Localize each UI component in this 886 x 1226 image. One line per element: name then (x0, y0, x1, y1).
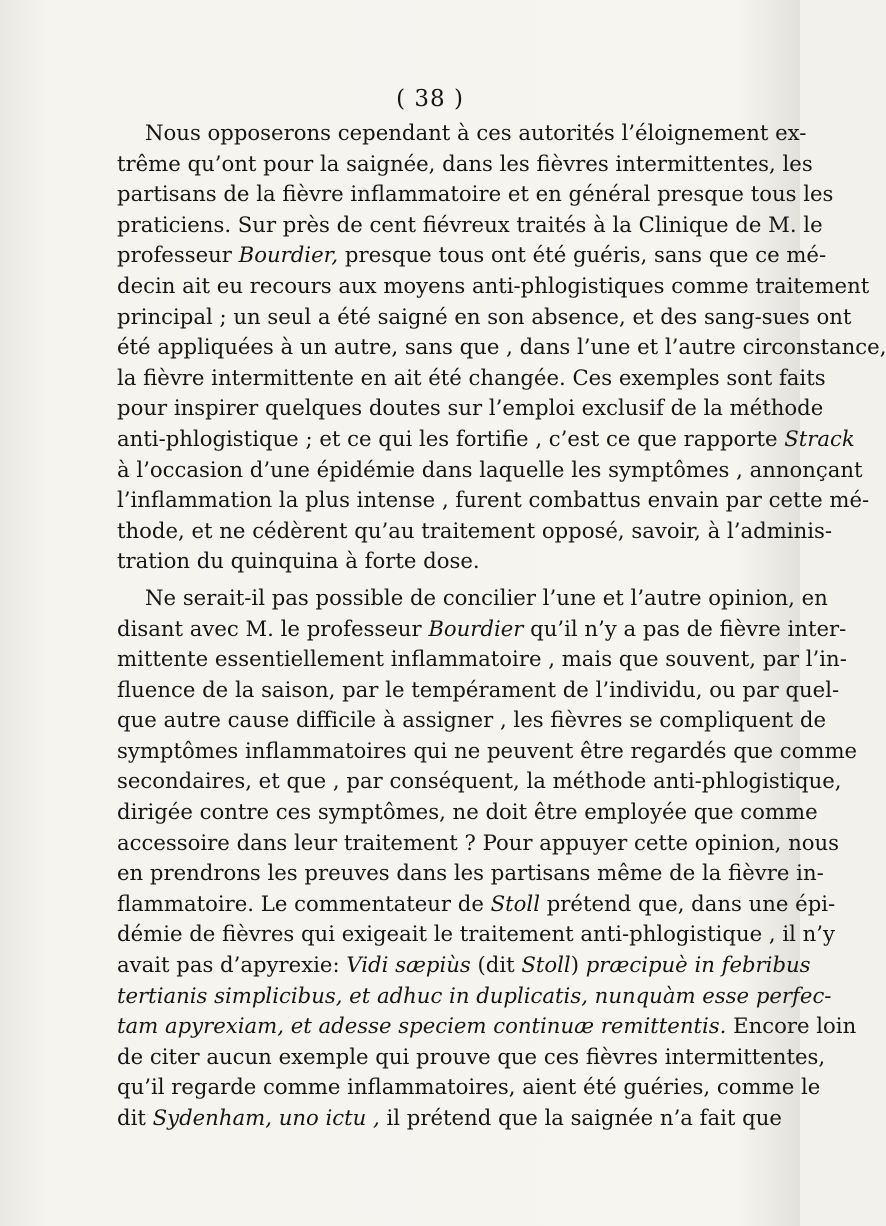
text-segment: démie de fièvres qui exigeait le traitement anti-phlogistique , il n’y (117, 921, 835, 947)
text-line (117, 705, 826, 736)
text-segment: accessoire dans leur traitement ? Pour appuyer cette opinion, nous (117, 829, 840, 855)
text-segment: il prétend que la saignée n’a fait que (379, 1105, 782, 1130)
italic-text: Bourdier (428, 615, 524, 641)
page-number: ( 38 ) (396, 86, 464, 112)
italic-text: Stoll (490, 890, 540, 916)
italic-text: Bourdier, (238, 242, 339, 268)
text-segment: principal ; un seul a été saigné en son absence, et des sang-sues ont (117, 303, 852, 329)
text-line (117, 1042, 826, 1073)
text-line (117, 736, 858, 767)
text-line (117, 950, 811, 981)
text-segment: qu’il n’y a pas de fièvre inter- (523, 615, 847, 641)
text-segment: secondaires, et que , par conséquent, la méthode anti-phlogistique, (117, 768, 842, 794)
text-segment: trême qu’ont pour la saignée, dans les fièvres intermittentes, les (117, 150, 813, 176)
text-line (117, 210, 823, 241)
text-segment: mittente essentiellement inflammatoire , mais que souvent, par l’in- (117, 646, 847, 672)
text-line (117, 675, 840, 706)
italic-text: Strack (784, 425, 855, 451)
text-line (117, 1072, 821, 1103)
text-segment (272, 1105, 279, 1130)
text-segment: thode, et ne cédèrent qu’au traitement opposé, savoir, à l’adminis- (117, 517, 833, 543)
text-line (117, 424, 855, 455)
text-line (117, 271, 870, 302)
italic-text: præcipuè in febribus (585, 952, 811, 978)
text-segment: disant avec M. le professeur (117, 615, 429, 641)
text-line (117, 546, 777, 577)
text-segment: dit (117, 1105, 153, 1130)
text-line (117, 766, 842, 797)
text-segment: Nous opposerons cependant à ces autorités l’éloignement ex- (145, 120, 807, 145)
text-segment: que autre cause difficile à assigner , les fièvres se compliquent de (117, 707, 826, 733)
text-line (117, 332, 886, 363)
text-segment: été appliquées à un autre, sans que , dans l’une et l’autre circonstance, (117, 334, 886, 360)
text-line (117, 919, 835, 950)
text-segment: prétend que, dans une épi- (539, 890, 836, 916)
text-segment: (dit (470, 952, 522, 978)
text-line (117, 1011, 857, 1042)
text-segment: Ne serait-il pas possible de concilier l’une et l’autre opinion, en (145, 584, 828, 610)
text-segment: la fièvre intermittente en ait été changée. Ces exemples sont faits (117, 364, 826, 390)
italic-text: tam apyrexiam, et adesse speciem continuæ remittentis. (117, 1013, 727, 1039)
text-segment: à l’occasion d’une épidémie dans laquelle les symptômes , annonçant (117, 456, 863, 482)
text-line (117, 149, 813, 180)
text-segment: avait pas d’apyrexie: (117, 952, 347, 978)
text-line (117, 644, 847, 675)
paragraph (117, 583, 858, 1134)
text-line (117, 302, 852, 333)
text-segment: dirigée contre ces symptômes, ne doit être employée que comme (117, 799, 818, 825)
text-segment: tration du quinquina à forte dose. (117, 548, 480, 574)
text-segment: praticiens. Sur près de cent fiévreux traités à la Clinique de M. le (117, 211, 823, 237)
text-line (117, 393, 824, 424)
text-line (117, 858, 824, 889)
text-line (117, 363, 826, 394)
text-line (117, 797, 818, 828)
text-segment: anti-phlogistique ; et ce qui les fortifie , c’est ce que rapporte (117, 425, 785, 451)
text-segment: symptômes inflammatoires qui ne peuvent être regardés que comme (117, 737, 858, 763)
italic-text: Vidi sæpiùs (346, 952, 471, 978)
text-segment: pour inspirer quelques doutes sur l’emploi exclusif de la méthode (117, 395, 824, 421)
text-segment: presque tous ont été guéris, sans que ce mé- (338, 242, 827, 268)
text-line (117, 179, 834, 210)
text-segment: en prendrons les preuves dans les partisans même de la fièvre in- (117, 860, 824, 886)
italic-text: Sydenham, (152, 1105, 272, 1130)
text-line (117, 981, 832, 1012)
text-line (117, 485, 870, 516)
text-line (117, 516, 833, 547)
italic-text: uno ictu , (278, 1105, 380, 1130)
text-line (117, 889, 836, 920)
text-line (117, 828, 840, 859)
text-segment: de citer aucun exemple qui prouve que ces fièvres intermittentes, (117, 1043, 826, 1069)
text-line (117, 240, 827, 271)
text-segment: Encore loin (726, 1013, 857, 1039)
text-line (117, 455, 863, 486)
text-segment: qu’il regarde comme inflammatoires, aient été guéries, comme le (117, 1074, 821, 1100)
text-line (117, 583, 828, 614)
text-segment: ) (570, 952, 586, 978)
body-text (117, 118, 886, 1134)
paragraph (117, 118, 886, 577)
text-segment: partisans de la fièvre inflammatoire et en général presque tous les (117, 181, 834, 207)
text-line (117, 118, 807, 149)
italic-text: Stoll (521, 952, 571, 978)
text-line (117, 614, 847, 645)
text-segment: professeur (117, 242, 239, 268)
text-segment: decin ait eu recours aux moyens anti-phlogistiques comme traitement (117, 272, 870, 298)
text-segment: fluence de la saison, par le tempérament de l’individu, ou par quel- (117, 676, 840, 702)
text-line (117, 1103, 782, 1134)
italic-text: tertianis simplicibus, et adhuc in duplicatis, nunquàm esse perfec- (117, 982, 832, 1008)
text-segment: flammatoire. Le commentateur de (117, 890, 491, 916)
text-segment: l’inflammation la plus intense , furent combattus envain par cette mé- (117, 487, 870, 513)
